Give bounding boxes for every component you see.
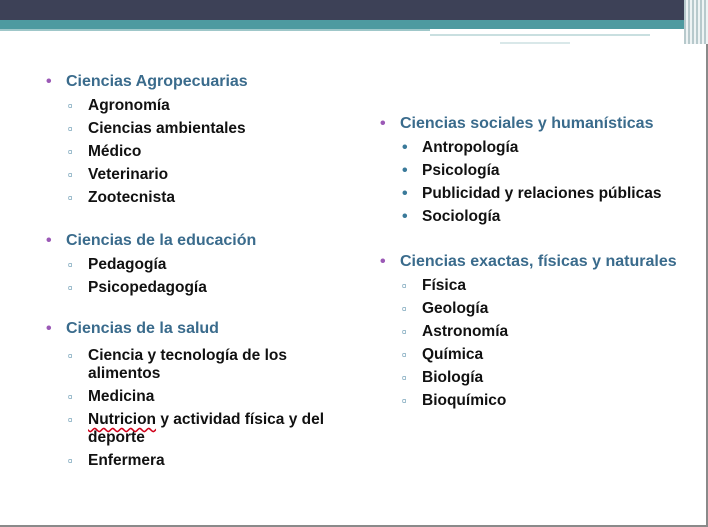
title-bar-dark (0, 0, 708, 20)
category-list (46, 231, 336, 297)
corner-decoration (684, 0, 708, 44)
list-item: • Antropología (380, 139, 680, 157)
list-item: ▫ Geología (380, 300, 680, 318)
list-item: ▫ Ciencia y tecnología de los alimentos (46, 347, 336, 383)
list-item: • Publicidad y relaciones públicas (380, 185, 680, 203)
category-heading: • Ciencias de la educación (46, 231, 336, 251)
list-item: ▫ Medicina (46, 388, 336, 406)
header-teal-band (0, 20, 708, 29)
category-heading: • Ciencias de la salud (46, 319, 336, 339)
header-line (430, 34, 650, 36)
category-heading: • Ciencias Agropecuarias (46, 72, 336, 92)
list-item: ▫ Ciencias ambientales (46, 120, 336, 138)
category-heading: • Ciencias exactas, físicas y naturales (380, 252, 680, 272)
left-column (46, 72, 336, 470)
list-item-text: y actividad física y del deporte (88, 411, 325, 446)
list-item: ▫ Pedagogía (46, 256, 336, 274)
header-line (0, 29, 430, 31)
list-item: ▫ Zootecnista (46, 189, 336, 207)
right-column (380, 114, 680, 410)
list-item: ▫ Agronomía (46, 97, 336, 115)
category-list (46, 72, 336, 207)
list-item: ▫ Física (380, 277, 680, 295)
list-item: ▫ Biología (380, 369, 680, 387)
list-item: • Psicología (380, 162, 680, 180)
category-list (380, 114, 680, 226)
category-list (380, 252, 680, 410)
list-item (46, 411, 336, 447)
category-heading: • Ciencias sociales y humanísticas (380, 114, 680, 134)
list-item: ▫ Psicopedagogía (46, 279, 336, 297)
list-item: ▫ Bioquímico (380, 392, 680, 410)
list-item: ▫ Enfermera (46, 452, 336, 470)
list-item: ▫ Médico (46, 143, 336, 161)
list-item: ▫ Química (380, 346, 680, 364)
list-item: ▫ Veterinario (46, 166, 336, 184)
list-item: ▫ Astronomía (380, 323, 680, 341)
header-line (500, 42, 570, 44)
misspelled-word: Nutricion (88, 411, 157, 428)
category-list (46, 319, 336, 470)
list-item: • Sociología (380, 208, 680, 226)
